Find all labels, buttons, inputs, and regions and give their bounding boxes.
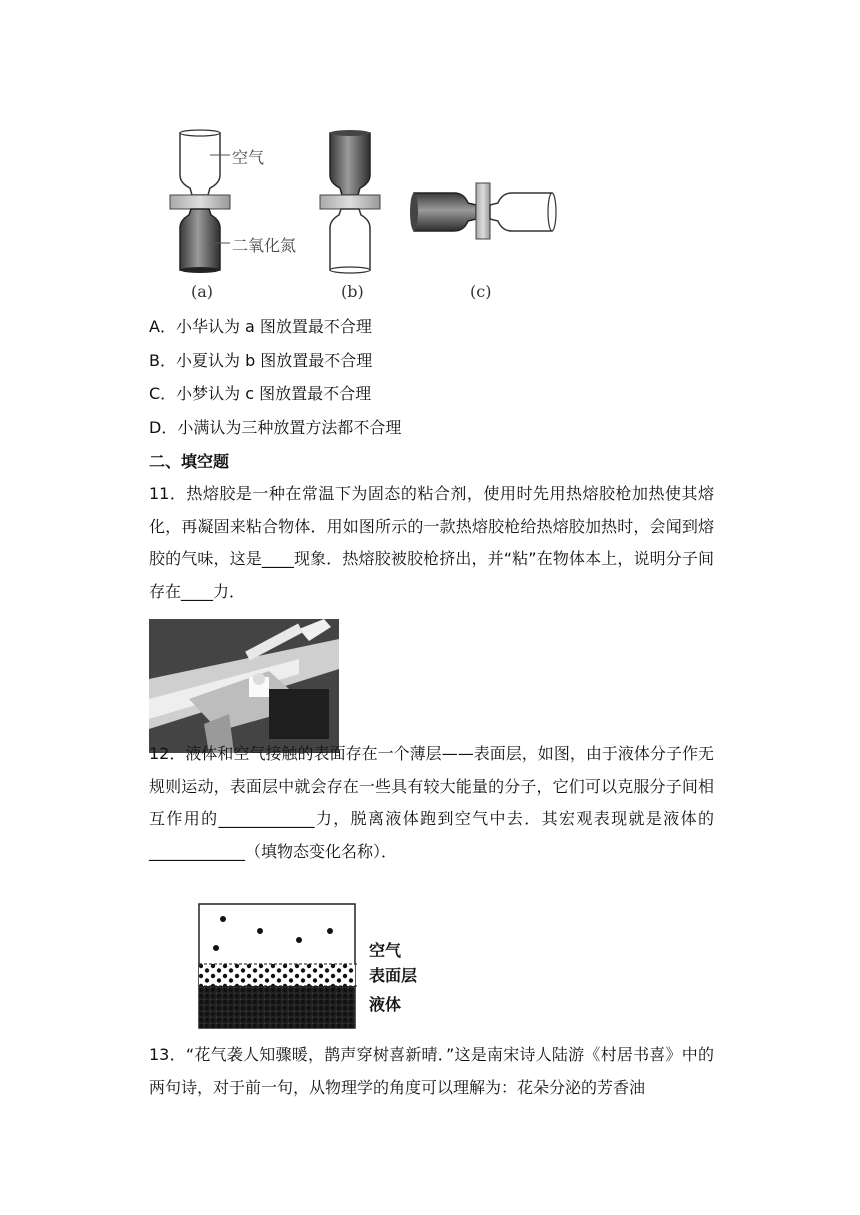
question-13: 13．“花气袭人知骤暖，鹊声穿树喜新晴．”这是南宋诗人陆游《村居书喜》中的两句诗，对于前一句，从物理学的角度可以理解为：花朵分泌的芳香油	[149, 1045, 714, 1097]
option-b: B．小夏认为 b 图放置最不合理	[149, 351, 373, 370]
label-air-bottle: 空气	[232, 148, 265, 167]
option-c: C．小梦认为 c 图放置最不合理	[149, 384, 372, 403]
option-d: D．小满认为三种放置方法都不合理	[149, 418, 402, 437]
surface-layer-diagram	[198, 903, 358, 1029]
glue-gun-photo	[149, 619, 339, 753]
bottle-set-b	[320, 130, 380, 273]
bottle-set-a	[170, 130, 230, 273]
caption-a: (a)	[191, 282, 214, 301]
bottle-set-c	[410, 183, 556, 239]
question-12: 12．液体和空气接触的表面存在一个薄层——表面层，如图，由于液体分子作无规则运动，表面层中就会存在一些具有较大能量的分子，它们可以克服分子间相互作用的____________力，脱离液体跑到空气中去．其宏观表现就是液体的____________（填物态变化名称）．	[149, 744, 714, 861]
question-11: 11．热熔胶是一种在常温下为固态的粘合剂，使用时先用热熔胶枪加热使其熔化，再凝固来粘合物体．用如图所示的一款热熔胶枪给热熔胶加热时，会闻到熔胶的气味，这是____现象．热熔胶被胶枪挤出，并“粘”在物体本上，说明分子间存在____力．	[149, 484, 714, 601]
section-title: 二、填空题	[149, 452, 230, 471]
caption-b: (b)	[341, 282, 364, 301]
bottle-diffusion-figure	[158, 125, 578, 305]
label-liquid-layer: 液体	[369, 995, 402, 1014]
label-no2-bottle: 二氧化氮	[232, 236, 297, 255]
label-air-layer: 空气	[369, 941, 402, 960]
caption-c: (c)	[470, 282, 492, 301]
option-a: A．小华认为 a 图放置最不合理	[149, 317, 372, 336]
label-surface-layer: 表面层	[369, 966, 418, 985]
